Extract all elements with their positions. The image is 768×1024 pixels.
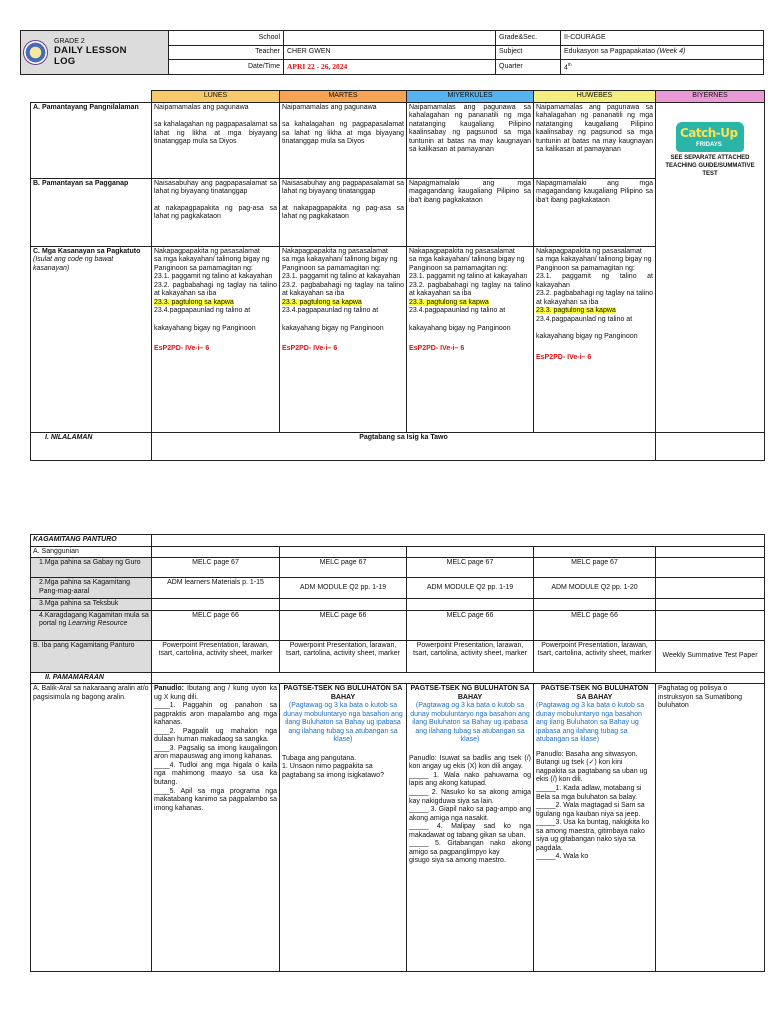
- balik-aral-martes: [280, 684, 407, 972]
- miyerkules-note: (Pagtawag og 3 ka bata o kutob sa dunay mobuluntaryo nga basahon ang ilang Buluhaton sa Bahay ug ipabasa ang ilahang tubag sa atubangan sa klase): [410, 702, 530, 744]
- miyerkules-title: PAGTSE-TSEK NG BULUHATON SA BAHAY: [410, 685, 530, 701]
- quarter-number: 4: [564, 63, 568, 71]
- iba-biyernes: Weekly Summative Test Paper: [656, 640, 765, 672]
- kagamitan-head: KAGAMITANG PANTURO: [31, 535, 152, 547]
- c-label-italic: (Isulat ang code ng bawat kasanayan): [33, 256, 114, 272]
- pang-mag-aaral-miyerkules: ADM MODULE Q2 pp. 1-19: [407, 578, 534, 599]
- subject-value: [561, 45, 764, 60]
- a-text-line1: Naipamamalas ang pagunawa: [282, 103, 377, 111]
- school-label: School: [169, 31, 284, 46]
- miyerkules-intro: Panudlo: Isuwat sa badlis ang tsek (/) kon angay ug ekis (X) kon dili angay.: [409, 754, 531, 771]
- header-logo-cell: [21, 31, 169, 75]
- section-a-miyerkules: Naipamamalas ang pagunawa sa kahalagahan ng pananatili ng mga natatanging kaugaliang Pilipino kaalinsabay ng pagsunod sa mga tuntunin at batas na may kaugnayan sa kalikasan at pamayanan: [407, 102, 534, 178]
- martes-question: 1. Unsaon nimo pagpakita sa pagtabang sa imong isigkatawo?: [282, 763, 384, 779]
- c-line2: sa mga kakayahan/ talinong bigay ng: [536, 256, 652, 264]
- subject-week: (Week 4): [657, 48, 686, 56]
- catch-up-logo-sub: FRIDAYS: [696, 142, 722, 149]
- c-line5: 23.2. pagbabahagi ng taglay na talino at kakayahan sa iba: [536, 290, 653, 306]
- section-b-lunes: [152, 178, 280, 246]
- c-line8: kakayahang bigay ng Panginoon: [154, 324, 256, 332]
- c-line7: 23.4.pagpapaunlad ng talino at: [409, 307, 506, 315]
- c-line8: kakayahang bigay ng Panginoon: [282, 324, 384, 332]
- catch-up-fridays-logo: [676, 122, 744, 152]
- section-c-lunes: [152, 246, 280, 432]
- b-text-line1: Naisasabuhay ang pagpapasalamat sa lahat ng biyayang tinatanggap: [282, 179, 404, 196]
- pang-mag-aaral-biyernes: [656, 578, 765, 599]
- miyerkules-item-2: _____ 2. Nasuko ko sa akong amiga kay nakigduwa siya sa lain.: [409, 788, 531, 805]
- c-line6-highlight: 23.3. pagtulong sa kapwa: [154, 298, 234, 306]
- c-line6-highlight: 23.3. pagtulong sa kapwa: [536, 307, 616, 315]
- day-header-huwebes: HUWEBES: [534, 91, 656, 103]
- panudlo-text: Ibutang ang / kung uyon ka ug X kung dili.: [154, 685, 277, 701]
- miyerkules-item-4: _____ 4. Malipay sad ko nga makadawat og tabang gikan sa uban.: [409, 823, 531, 839]
- lunes-item-3: ____3. Pagsalig sa imong kaugalingon aron mapauswag ang imong kahanas.: [154, 744, 277, 761]
- martes-question-head: Tubaga ang pangutana.: [282, 754, 357, 762]
- c-line1: Nakapagpapakita ng pasasalamat: [282, 247, 388, 255]
- c-line8: kakayahang bigay ng Panginoon: [536, 333, 638, 341]
- teacher-label: Teacher: [169, 45, 284, 60]
- section-a-martes: [280, 102, 407, 178]
- balik-aral-miyerkules: [407, 684, 534, 972]
- miyerkules-item-5: _____ 5. Gitabangan nako akong amigo sa pagpanglimpyo kay: [409, 840, 531, 856]
- pang-mag-aaral-huwebes: ADM MODULE Q2 pp. 1-20: [534, 578, 656, 599]
- huwebes-item-2: _____2. Wala magtagad si Sam sa tigulang nga kauban niya sa jeep.: [536, 802, 645, 818]
- miyerkules-item-1: _____ 1. Wala nako pahuwama og lapis ang akong katupad.: [409, 771, 531, 788]
- biyernes-catchup-cell: [656, 102, 765, 432]
- melc-code: EsP2PD- IVe-i– 6: [536, 353, 592, 361]
- iba-miyerkules: Powerpoint Presentation, larawan, tsart, cartolina, activity sheet, marker: [407, 640, 534, 672]
- c-line6-highlight: 23.3. pagtulong sa kapwa: [409, 298, 489, 306]
- balik-aral-lunes: [152, 684, 280, 972]
- section-b-huwebes: Napagmamalaki ang mga magagandang kaugaliang Pilipino sa iba't ibang pagkakataon: [534, 178, 656, 246]
- iba-huwebes: Powerpoint Presentation, larawan, tsart, cartolina, activity sheet, marker: [534, 640, 656, 672]
- subject-name: Edukasyon sa Pagpapakatao: [564, 48, 656, 56]
- section-c-martes: [280, 246, 407, 432]
- quarter-suffix: th: [567, 61, 572, 67]
- c-line3: Panginoon sa pamamagitan ng:: [536, 264, 635, 272]
- gabay-guro-biyernes: [656, 558, 765, 578]
- gabay-guro-lunes: MELC page 67: [152, 558, 280, 578]
- melc-code: EsP2PD- IVe-i– 6: [154, 345, 210, 353]
- pamamaraan-head: II. PAMAMARAAN: [31, 672, 152, 684]
- grade-label: GRADE 2: [54, 37, 85, 45]
- lr-huwebes: MELC page 66: [534, 610, 656, 640]
- balik-aral-biyernes: Paghatag og polisya o instruksyon sa Sumatibong buluhaton: [656, 684, 765, 972]
- section-b-martes: [280, 178, 407, 246]
- section-c-miyerkules: [407, 246, 534, 432]
- balik-aral-huwebes: [534, 684, 656, 972]
- c-line3: Panginoon sa pamamagitan ng:: [409, 264, 508, 272]
- martes-title: PAGTSE-TSEK NG BULUHATON SA BAHAY: [283, 685, 403, 701]
- lunes-item-5: ____5. Apil sa mga programa nga makatabang kanimo sa pagpalambo sa imong kahanas.: [154, 787, 277, 812]
- c-label: C. Mga Kasanayan sa Pagkatuto: [33, 247, 141, 255]
- section-a-huwebes: Naipamamalas ang pagunawa sa kahalagahan ng pananatili ng mga natatanging kaugaliang Pilipino kaalinsabay ng pagsunod sa mga tuntunin at batas na may kaugnayan sa kalikasan at pamayanan: [534, 102, 656, 178]
- pang-mag-aaral-label: 2.Mga pahina sa Kagamitang Pang-mag-aaral: [31, 578, 152, 599]
- balik-aral-label: A. Balik-Aral sa nakaraang aralin at/o pagsisimula ng bagong aralin.: [31, 684, 152, 972]
- lunes-item-1: ____1. Paggahin og panahon sa pagpraktis aron mapalambo ang mga kahanas.: [154, 702, 277, 727]
- day-header-lunes: LUNES: [152, 91, 280, 103]
- datetime-value: APRI 22 - 26, 2024: [284, 60, 496, 75]
- teksbuk-label: 3.Mga pahina sa Teksbuk: [31, 599, 152, 611]
- c-line5: 23.2. pagbabahagi ng taglay na talino at kakayahan sa iba: [409, 281, 531, 298]
- huwebes-intro: Panudlo: Basaha ang sitwasyon. Butangi ug tsek (✓) kon kini nagpakita sa pagtabang sa uban ug ekis (/) kon dili.: [536, 750, 648, 784]
- martes-note: (Pagtawag og 3 ka bata o kutob sa dunay mobuluntaryo nga basahon ang ilang Buluhaton sa Bahay ug ipabasa ang ilahang tubag sa atubangan sa klase): [283, 702, 403, 744]
- b-text-line1: Naisasabuhay ang pagpapasalamat sa lahat ng biyayang tinatanggap: [154, 179, 277, 196]
- pang-mag-aaral-lunes: ADM learners Materials p. 1-15: [152, 578, 280, 599]
- gabay-guro-martes: MELC page 67: [280, 558, 407, 578]
- c-line4: 23.1. paggamit ng talino at kakayahan: [409, 273, 528, 281]
- lr-lunes: MELC page 66: [152, 610, 280, 640]
- huwebes-item-4: _____4. Wala ko: [536, 853, 589, 861]
- c-line3: Panginoon sa pamamagitan ng:: [154, 264, 253, 272]
- doc-title-line2: LOG: [54, 55, 76, 67]
- lunes-item-4: ____4. Tudloi ang mga higala o kaila nga mahimong maayo sa usa ka butang.: [154, 761, 277, 786]
- c-line5: 23.2. pagbabahagi ng taglay na talino at kakayahan sa iba: [154, 281, 277, 298]
- lr-biyernes: [656, 610, 765, 640]
- c-line4: 23.1. paggamit ng talino at kakayahan: [154, 273, 273, 281]
- huwebes-title: PAGTSE-TSEK NG BULUHATON SA BAHAY: [540, 685, 649, 701]
- panudlo-label: Panudlo:: [154, 685, 184, 693]
- section-a-label: A. Pamantayang Pangnilalaman: [31, 102, 152, 178]
- quarter-value: [561, 60, 764, 75]
- c-line1: Nakapagpapakita ng pasasalamat: [536, 247, 642, 255]
- iba-lunes: Powerpoint Presentation, larawan, tsart, cartolina, activity sheet, marker: [152, 640, 280, 672]
- gabay-guro-huwebes: MELC page 67: [534, 558, 656, 578]
- pamamaraan-head-blank: [152, 672, 765, 684]
- huwebes-note: (Pagtawag og 3 ka bata o kutob sa dunay mobuluntaryo nga basahon ang ilang Buluhaton sa Bahay ug ipabasa ang ilahang tubag sa atubangan sa klase): [536, 702, 645, 744]
- deped-seal-icon: [23, 40, 48, 65]
- day-header-biyernes: BIYERNES: [656, 91, 765, 103]
- catch-up-logo-text: Catch-Up: [680, 125, 738, 140]
- c-line4: 23.1. paggamit ng talino at kakayahan: [536, 273, 653, 289]
- c-line3: Panginoon sa pamamagitan ng:: [282, 264, 381, 272]
- iba-pang-kagamitan-label: B. Iba pang Kagamitang Panturo: [31, 640, 152, 672]
- miyerkules-item-3: _____ 3. Giapil nako sa pag-ampo ang akong amiga nga nasakit.: [409, 806, 531, 822]
- objectives-table: [30, 90, 765, 461]
- subject-label: Subject: [496, 45, 561, 60]
- nilalaman-biyernes: [656, 432, 765, 460]
- b-text-line2: at nakapagpapakita ng pag-asa sa lahat ng pagkakataon: [282, 204, 404, 221]
- datetime-label: Date/Time: [169, 60, 284, 75]
- day-header-martes: MARTES: [280, 91, 407, 103]
- iba-martes: Powerpoint Presentation, larawan, tsart, cartolina, activity sheet, marker: [280, 640, 407, 672]
- teacher-value: CHER GWEN: [284, 45, 496, 60]
- melc-code: EsP2PD- IVe-i– 6: [409, 345, 465, 353]
- header-table: [20, 30, 764, 75]
- a-text-body: sa kahalagahan ng pagpapasalamat sa lahat ng likha at mga biyayang tinatanggap mula sa Diyos: [282, 121, 404, 146]
- section-b-label: B. Pamantayan sa Pagganap: [31, 178, 152, 246]
- lunes-item-2: ____2. Pagpalit ug mahalon nga dulaan human makadaog sa sangka.: [154, 727, 277, 744]
- c-line1: Nakapagpapakita ng pasasalamat: [154, 247, 260, 255]
- huwebes-item-1: _____1. Kada adlaw, motabang si Bela sa mga buluhaton sa balay.: [536, 784, 642, 801]
- corner-cell: [31, 91, 152, 103]
- a-text-line1: Naipamamalas ang pagunawa: [154, 103, 249, 111]
- gabay-guro-label: 1.Mga pahina sa Gabay ng Guro: [31, 558, 152, 578]
- c-line7: 23.4.pagpapaunlad ng talino at: [536, 315, 633, 323]
- section-c-huwebes: [534, 246, 656, 432]
- nilalaman-value: Pagtabang sa Isig ka Tawo: [152, 432, 656, 460]
- separate-guide-note: SEE SEPARATE ATTACHED TEACHING GUIDE/SUMMATIVE TEST: [665, 154, 755, 178]
- c-line4: 23.1. paggamit ng talino at kakayahan: [282, 273, 401, 281]
- gradesec-value: II-COURAGE: [561, 31, 764, 46]
- huwebes-item-3: _____3. Usa ka buntag, nakigkita ko sa among maestra, gitimbaya nako siya ug gitabangan nako siya sa pagdala.: [536, 819, 650, 852]
- lr-martes: MELC page 66: [280, 610, 407, 640]
- nilalaman-label: I. NILALAMAN: [31, 432, 152, 460]
- lr-label-italic: Learning Resource: [68, 620, 128, 628]
- c-line5: 23.2. pagbabahagi ng taglay na talino at kakayahan sa iba: [282, 281, 404, 298]
- quarter-label: Quarter: [496, 60, 561, 75]
- miyerkules-item-5-cont: gisugo siya sa among maestro.: [409, 857, 506, 865]
- sanggunian-label: A. Sanggunian: [31, 546, 152, 558]
- c-line8: kakayahang bigay ng Panginoon: [409, 324, 511, 332]
- c-line2: sa mga kakayahan/ talinong bigay ng: [409, 256, 525, 264]
- pang-mag-aaral-martes: ADM MODULE Q2 pp. 1-19: [280, 578, 407, 599]
- c-line1: Nakapagpapakita ng pasasalamat: [409, 247, 515, 255]
- melc-code: EsP2PD- IVe-i– 6: [282, 345, 338, 353]
- section-b-miyerkules: Napagmamalaki ang mga magagandang kaugaliang Pilipino sa iba't ibang pagkakataon: [407, 178, 534, 246]
- doc-title-line1: DAILY LESSON: [54, 45, 127, 57]
- day-header-miyerkules: MIYERKULES: [407, 91, 534, 103]
- lr-miyerkules: MELC page 66: [407, 610, 534, 640]
- c-line6-highlight: 23.3. pagtulong sa kapwa: [282, 298, 362, 306]
- c-line2: sa mga kakayahan/ talinong bigay ng: [154, 256, 270, 264]
- c-line7: 23.4.pagpapaunlad ng talino at: [154, 307, 251, 315]
- c-line2: sa mga kakayahan/ talinong bigay ng: [282, 256, 398, 264]
- gabay-guro-miyerkules: MELC page 67: [407, 558, 534, 578]
- materials-procedure-table: [30, 534, 765, 972]
- a-text-body: sa kahalagahan ng pagpapasalamat sa lahat ng likha at mga biyayang tinatanggap mula sa Diyos: [154, 121, 277, 146]
- school-value: [284, 31, 496, 46]
- kagamitan-head-blank: [152, 535, 765, 547]
- learning-resource-label: [31, 610, 152, 640]
- section-c-label: [31, 246, 152, 432]
- c-line7: 23.4.pagpapaunlad ng talino at: [282, 307, 379, 315]
- section-a-lunes: [152, 102, 280, 178]
- b-text-line2: at nakapagpapakita ng pag-asa sa lahat ng pagkakataon: [154, 204, 277, 221]
- gradesec-label: Grade&Sec.: [496, 31, 561, 46]
- lr-label-text: 4.Karagdagang Kagamitan mula sa portal ng: [39, 611, 149, 628]
